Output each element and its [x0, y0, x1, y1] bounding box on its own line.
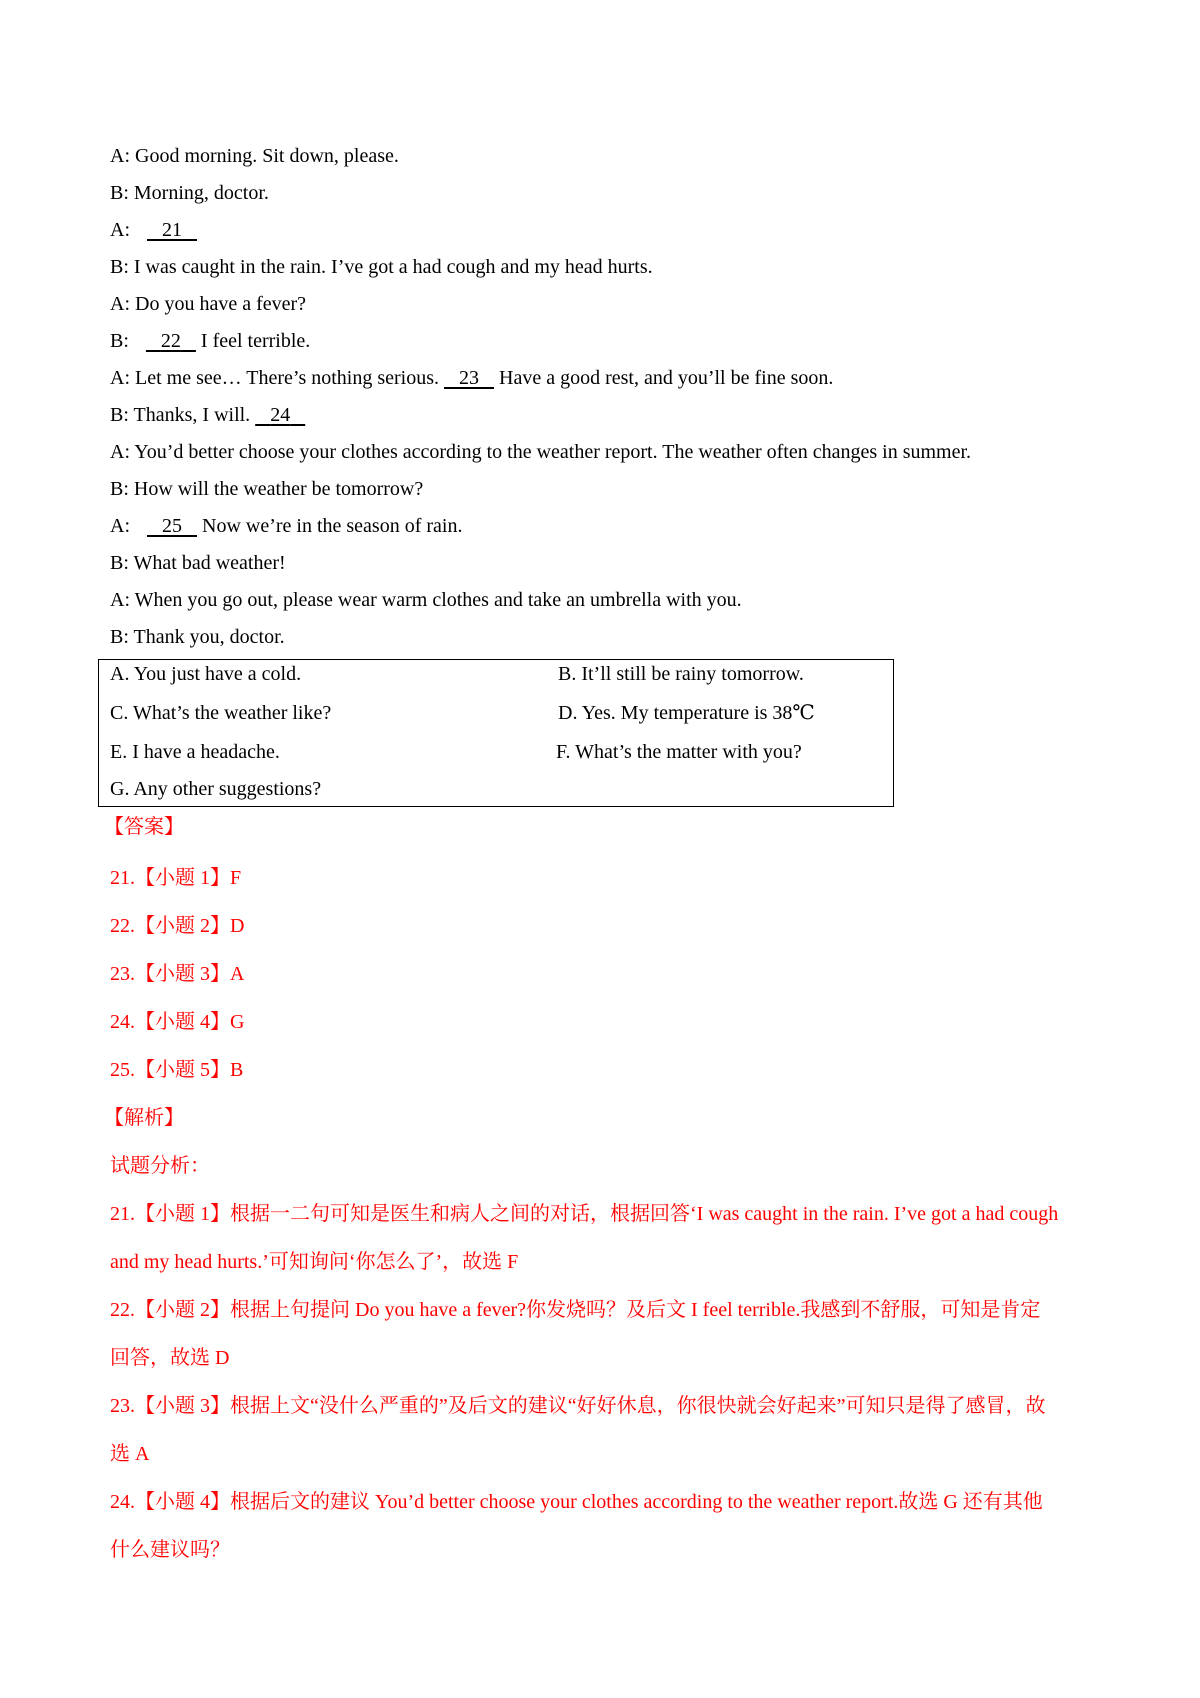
option-g: G. Any other suggestions?	[110, 778, 322, 800]
dialogue-line: B: 22 I feel terrible.	[110, 330, 311, 352]
option-c: C. What’s the weather like?	[110, 702, 332, 724]
dialogue-line: B: What bad weather!	[110, 552, 286, 574]
analysis-line: 选 A	[110, 1443, 150, 1465]
dialogue-line	[110, 217, 197, 243]
options-box	[98, 659, 894, 807]
analysis-line: 回答，故选 D	[110, 1347, 230, 1369]
analysis-line: 23.【小题 3】根据上文“没什么严重的”及后文的建议“好好休息，你很快就会好起来”可知只是得了感冒，故	[110, 1395, 1046, 1417]
analysis-line: 22.【小题 2】根据上句提问 Do you have a fever?你发烧吗？及后文 I feel terrible.我感到不舒服，可知是肯定	[110, 1299, 1041, 1321]
answer-item: 22.【小题 2】D	[110, 915, 245, 937]
dialogue-line: B: Thank you, doctor.	[110, 626, 285, 648]
dialogue-line: B: How will the weather be tomorrow?	[110, 478, 424, 500]
analysis-line: 24.【小题 4】根据后文的建议 You’d better choose your clothes according to the weather report.故选 G 还有其他	[110, 1491, 1043, 1513]
analysis-line: 什么建议吗？	[110, 1539, 230, 1561]
blank-22: 22	[160, 330, 181, 352]
dialogue-line: A: Do you have a fever?	[110, 293, 307, 315]
dialogue-speaker: A:	[110, 219, 135, 241]
answer-item: 25.【小题 5】B	[110, 1059, 244, 1081]
option-e: E. I have a headache.	[110, 741, 280, 763]
analysis-label: 试题分析：	[110, 1155, 210, 1177]
analysis-heading: 【解析】	[104, 1107, 184, 1129]
answer-item: 21.【小题 1】F	[110, 867, 242, 889]
dialogue-line: A: Good morning. Sit down, please.	[110, 145, 399, 167]
blank-24: 24	[270, 404, 291, 426]
dialogue-line: A: Let me see… There’s nothing serious. 23 Have a good rest, and you’ll be fine soon.	[110, 367, 834, 389]
dialogue-line: B: Thanks, I will. 24	[110, 402, 305, 428]
answer-heading: 【答案】	[104, 816, 184, 838]
dialogue-line: A: When you go out, please wear warm clothes and take an umbrella with you.	[110, 589, 742, 611]
answer-item: 24.【小题 4】G	[110, 1011, 245, 1033]
answer-item: 23.【小题 3】A	[110, 963, 245, 985]
option-b: B. It’ll still be rainy tomorrow.	[558, 663, 804, 685]
option-f: F. What’s the matter with you?	[556, 741, 802, 763]
blank-21: 21	[162, 219, 182, 241]
analysis-line: and my head hurts.’可知询问‘你怎么了’，故选 F	[110, 1251, 519, 1273]
dialogue-line: B: Morning, doctor.	[110, 182, 269, 204]
dialogue-line: A: 25 Now we’re in the season of rain.	[110, 515, 463, 537]
dialogue-line: B: I was caught in the rain. I’ve got a had cough and my head hurts.	[110, 256, 653, 278]
analysis-line: 21.【小题 1】根据一二句可知是医生和病人之间的对话，根据回答‘I was caught in the rain. I’ve got a had cough	[110, 1203, 1059, 1225]
option-d: D. Yes. My temperature is 38℃	[558, 702, 815, 724]
option-a: A. You just have a cold.	[110, 663, 302, 685]
blank-25: 25	[162, 515, 182, 537]
blank-23: 23	[459, 367, 480, 389]
dialogue-line: A: You’d better choose your clothes according to the weather report. The weather often changes in summer.	[110, 441, 972, 463]
